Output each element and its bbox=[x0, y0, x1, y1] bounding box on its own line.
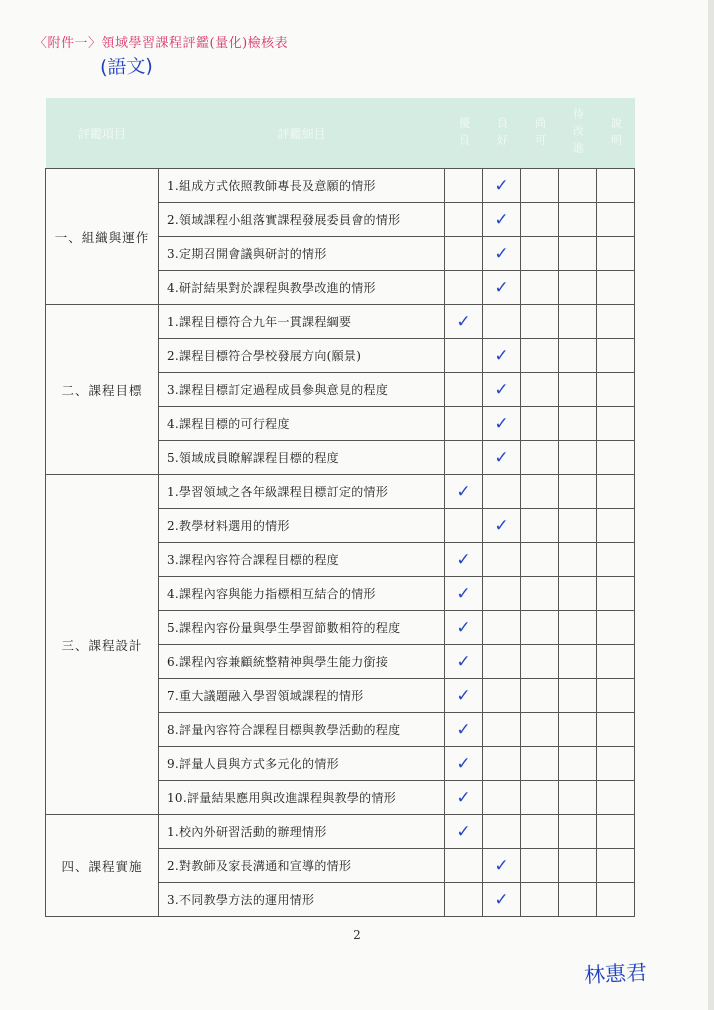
check-mark-icon: ✓ bbox=[494, 345, 509, 366]
rating-cell bbox=[559, 441, 597, 475]
rating-cell bbox=[445, 169, 483, 203]
notes-cell bbox=[597, 169, 635, 203]
rating-cell bbox=[483, 271, 521, 305]
rating-cell bbox=[559, 815, 597, 849]
rating-cell bbox=[445, 237, 483, 271]
rating-cell bbox=[521, 577, 559, 611]
notes-cell bbox=[597, 237, 635, 271]
check-mark-icon: ✓ bbox=[456, 753, 471, 774]
rating-cell bbox=[483, 543, 521, 577]
rating-cell bbox=[559, 305, 597, 339]
rating-cell bbox=[521, 883, 559, 917]
rating-cell bbox=[483, 713, 521, 747]
item-cell: 5.課程內容份量與學生學習節數相符的程度 bbox=[159, 611, 445, 645]
item-cell: 1.組成方式依照教師專長及意願的情形 bbox=[159, 169, 445, 203]
rating-cell bbox=[483, 577, 521, 611]
check-mark-icon: ✓ bbox=[494, 175, 509, 196]
check-mark-icon: ✓ bbox=[494, 413, 509, 434]
handwritten-signature: 林惠君 bbox=[583, 960, 648, 988]
rating-cell bbox=[483, 679, 521, 713]
handwritten-subject: (語文) bbox=[99, 55, 154, 79]
rating-cell bbox=[521, 271, 559, 305]
rating-cell bbox=[483, 339, 521, 373]
category-cell: 四、課程實施 bbox=[46, 815, 159, 917]
notes-cell bbox=[597, 747, 635, 781]
rating-cell bbox=[559, 271, 597, 305]
column-header-category: 評鑑項目 bbox=[46, 98, 159, 169]
item-cell: 8.評量內容符合課程目標與教學活動的程度 bbox=[159, 713, 445, 747]
rating-cell bbox=[483, 203, 521, 237]
rating-cell bbox=[445, 815, 483, 849]
item-cell: 1.校內外研習活動的辦理情形 bbox=[159, 815, 445, 849]
rating-cell bbox=[521, 305, 559, 339]
rating-cell bbox=[445, 441, 483, 475]
item-cell: 2.領域課程小組落實課程發展委員會的情形 bbox=[159, 203, 445, 237]
check-mark-icon: ✓ bbox=[494, 243, 509, 264]
notes-cell bbox=[597, 679, 635, 713]
category-cell: 一、組織與運作 bbox=[46, 169, 159, 305]
item-cell: 4.課程目標的可行程度 bbox=[159, 407, 445, 441]
rating-cell bbox=[521, 475, 559, 509]
rating-cell bbox=[559, 611, 597, 645]
rating-cell bbox=[483, 645, 521, 679]
item-cell: 4.課程內容與能力指標相互結合的情形 bbox=[159, 577, 445, 611]
check-mark-icon: ✓ bbox=[456, 719, 471, 740]
notes-cell bbox=[597, 611, 635, 645]
rating-cell bbox=[483, 441, 521, 475]
rating-cell bbox=[445, 509, 483, 543]
evaluation-table bbox=[45, 98, 635, 917]
notes-cell bbox=[597, 475, 635, 509]
rating-cell bbox=[559, 169, 597, 203]
rating-cell bbox=[445, 883, 483, 917]
rating-cell bbox=[445, 305, 483, 339]
form-title: 〈附件一〉領域學習課程評鑑(量化)檢核表 bbox=[34, 36, 289, 51]
table-row bbox=[46, 475, 635, 509]
item-cell: 2.對教師及家長溝通和宣導的情形 bbox=[159, 849, 445, 883]
notes-cell bbox=[597, 543, 635, 577]
rating-cell bbox=[445, 475, 483, 509]
rating-cell bbox=[559, 713, 597, 747]
column-header-fair: 尚可 bbox=[521, 98, 559, 169]
notes-cell bbox=[597, 645, 635, 679]
rating-cell bbox=[521, 373, 559, 407]
rating-cell bbox=[445, 713, 483, 747]
notes-cell bbox=[597, 713, 635, 747]
rating-cell bbox=[445, 339, 483, 373]
notes-cell bbox=[597, 407, 635, 441]
notes-cell bbox=[597, 305, 635, 339]
rating-cell bbox=[445, 679, 483, 713]
rating-cell bbox=[521, 611, 559, 645]
rating-cell bbox=[559, 883, 597, 917]
rating-cell bbox=[483, 169, 521, 203]
column-header-notes: 說明 bbox=[597, 98, 635, 169]
rating-cell bbox=[445, 849, 483, 883]
item-cell: 3.定期召開會議與研討的情形 bbox=[159, 237, 445, 271]
rating-cell bbox=[483, 475, 521, 509]
check-mark-icon: ✓ bbox=[494, 855, 509, 876]
notes-cell bbox=[597, 577, 635, 611]
item-cell: 7.重大議題融入學習領域課程的情形 bbox=[159, 679, 445, 713]
rating-cell bbox=[483, 237, 521, 271]
rating-cell bbox=[483, 611, 521, 645]
rating-cell bbox=[559, 237, 597, 271]
rating-cell bbox=[521, 781, 559, 815]
notes-cell bbox=[597, 441, 635, 475]
notes-cell bbox=[597, 271, 635, 305]
rating-cell bbox=[445, 781, 483, 815]
check-mark-icon: ✓ bbox=[456, 617, 471, 638]
rating-cell bbox=[483, 305, 521, 339]
column-header-good: 良好 bbox=[483, 98, 521, 169]
item-cell: 1.學習領域之各年級課程目標訂定的情形 bbox=[159, 475, 445, 509]
table-row bbox=[46, 305, 635, 339]
item-cell: 9.評量人員與方式多元化的情形 bbox=[159, 747, 445, 781]
rating-cell bbox=[521, 169, 559, 203]
rating-cell bbox=[559, 475, 597, 509]
rating-cell bbox=[559, 509, 597, 543]
table-header-row bbox=[46, 98, 635, 169]
rating-cell bbox=[559, 407, 597, 441]
rating-cell bbox=[483, 781, 521, 815]
rating-cell bbox=[521, 543, 559, 577]
rating-cell bbox=[445, 373, 483, 407]
rating-cell bbox=[445, 407, 483, 441]
check-mark-icon: ✓ bbox=[494, 379, 509, 400]
rating-cell bbox=[521, 237, 559, 271]
item-cell: 5.領域成員瞭解課程目標的程度 bbox=[159, 441, 445, 475]
notes-cell bbox=[597, 339, 635, 373]
rating-cell bbox=[559, 781, 597, 815]
check-mark-icon: ✓ bbox=[456, 481, 471, 502]
category-cell: 三、課程設計 bbox=[46, 475, 159, 815]
rating-cell bbox=[445, 747, 483, 781]
rating-cell bbox=[445, 611, 483, 645]
table-row bbox=[46, 815, 635, 849]
rating-cell bbox=[559, 645, 597, 679]
rating-cell bbox=[483, 849, 521, 883]
check-mark-icon: ✓ bbox=[494, 889, 509, 910]
item-cell: 1.課程目標符合九年一貫課程綱要 bbox=[159, 305, 445, 339]
notes-cell bbox=[597, 203, 635, 237]
rating-cell bbox=[521, 407, 559, 441]
rating-cell bbox=[483, 883, 521, 917]
rating-cell bbox=[559, 373, 597, 407]
check-mark-icon: ✓ bbox=[456, 549, 471, 570]
rating-cell bbox=[521, 203, 559, 237]
item-cell: 4.研討結果對於課程與教學改進的情形 bbox=[159, 271, 445, 305]
item-cell: 3.課程內容符合課程目標的程度 bbox=[159, 543, 445, 577]
rating-cell bbox=[559, 679, 597, 713]
check-mark-icon: ✓ bbox=[494, 209, 509, 230]
rating-cell bbox=[483, 373, 521, 407]
rating-cell bbox=[521, 815, 559, 849]
check-mark-icon: ✓ bbox=[456, 311, 471, 332]
rating-cell bbox=[521, 339, 559, 373]
scan-edge bbox=[708, 0, 714, 1010]
rating-cell bbox=[521, 441, 559, 475]
check-mark-icon: ✓ bbox=[456, 821, 471, 842]
rating-cell bbox=[445, 271, 483, 305]
item-cell: 3.不同教學方法的運用情形 bbox=[159, 883, 445, 917]
table-body bbox=[46, 169, 635, 917]
rating-cell bbox=[521, 713, 559, 747]
rating-cell bbox=[445, 577, 483, 611]
rating-cell bbox=[483, 747, 521, 781]
rating-cell bbox=[559, 849, 597, 883]
rating-cell bbox=[559, 339, 597, 373]
rating-cell bbox=[483, 815, 521, 849]
rating-cell bbox=[483, 509, 521, 543]
page-number: 2 bbox=[353, 928, 361, 942]
notes-cell bbox=[597, 509, 635, 543]
item-cell: 2.教學材料選用的情形 bbox=[159, 509, 445, 543]
check-mark-icon: ✓ bbox=[456, 651, 471, 672]
column-header-item: 評鑑細目 bbox=[159, 98, 445, 169]
rating-cell bbox=[559, 577, 597, 611]
rating-cell bbox=[559, 543, 597, 577]
notes-cell bbox=[597, 373, 635, 407]
rating-cell bbox=[521, 747, 559, 781]
check-mark-icon: ✓ bbox=[456, 685, 471, 706]
notes-cell bbox=[597, 781, 635, 815]
item-cell: 10.評量結果應用與改進課程與教學的情形 bbox=[159, 781, 445, 815]
rating-cell bbox=[483, 407, 521, 441]
rating-cell bbox=[445, 203, 483, 237]
rating-cell bbox=[559, 747, 597, 781]
rating-cell bbox=[521, 679, 559, 713]
check-mark-icon: ✓ bbox=[456, 787, 471, 808]
item-cell: 6.課程內容兼顧統整精神與學生能力銜接 bbox=[159, 645, 445, 679]
table-row bbox=[46, 169, 635, 203]
check-mark-icon: ✓ bbox=[494, 277, 509, 298]
column-header-needs-improvement: 待改進 bbox=[559, 98, 597, 169]
category-cell: 二、課程目標 bbox=[46, 305, 159, 475]
column-header-excellent: 優良 bbox=[445, 98, 483, 169]
item-cell: 3.課程目標訂定過程成員參與意見的程度 bbox=[159, 373, 445, 407]
check-mark-icon: ✓ bbox=[456, 583, 471, 604]
check-mark-icon: ✓ bbox=[494, 447, 509, 468]
rating-cell bbox=[445, 645, 483, 679]
check-mark-icon: ✓ bbox=[494, 515, 509, 536]
rating-cell bbox=[445, 543, 483, 577]
rating-cell bbox=[521, 509, 559, 543]
rating-cell bbox=[521, 645, 559, 679]
notes-cell bbox=[597, 883, 635, 917]
rating-cell bbox=[559, 203, 597, 237]
item-cell: 2.課程目標符合學校發展方向(願景) bbox=[159, 339, 445, 373]
notes-cell bbox=[597, 815, 635, 849]
notes-cell bbox=[597, 849, 635, 883]
rating-cell bbox=[521, 849, 559, 883]
